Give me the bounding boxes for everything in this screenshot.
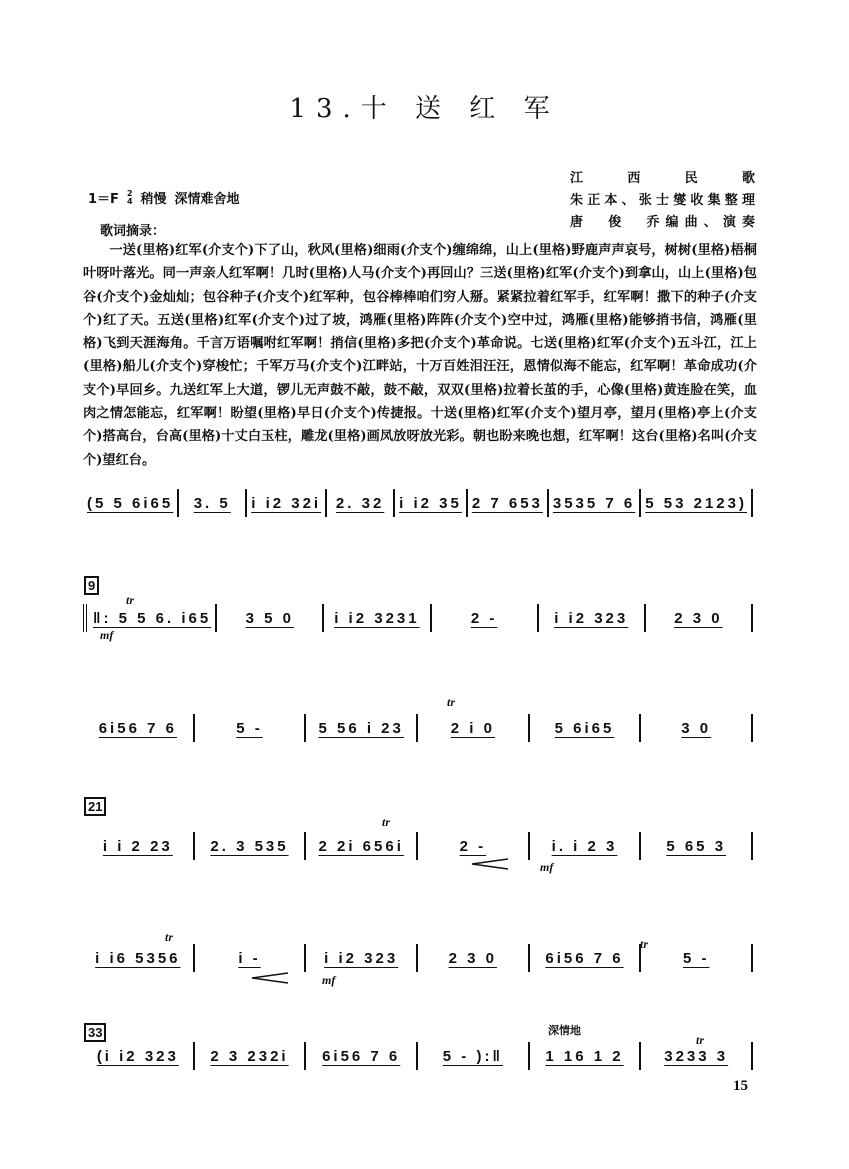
measure: i i2 323 [306,944,418,972]
page-number: 15 [733,1078,748,1094]
dynamic-mf: mf [100,628,114,642]
measure: (5 5 6i65 [83,489,179,517]
trill-mark: tr [382,815,391,829]
measure: 2 3 232i [195,1042,307,1070]
measure: 5 - ):‖ [418,1042,530,1070]
measure: 6i56 7 6 [83,714,195,742]
trill-mark: tr [640,937,649,951]
measure: 5 6i65 [530,714,642,742]
measure: i. i 2 3 [530,832,642,860]
measure: 3 0 [641,714,753,742]
measure: 3233 3 [641,1042,753,1070]
measure: ‖: 5 5 6. i65 [83,604,217,632]
key-signature [88,188,240,207]
measure: 2. 32 [327,489,395,517]
credit-collectors: 朱正本、张士燮收集整理 [570,193,755,208]
measure: i i2 3231 [324,604,431,632]
measure: 5 - [195,714,307,742]
measure: 5 65 3 [641,832,753,860]
measure: i i2 32i [247,489,327,517]
score-line-4 [83,826,753,866]
measure: 2 7 653 [468,489,549,517]
score-line-6 [83,1036,753,1076]
credits [570,168,755,234]
measure: 2 3 0 [646,604,753,632]
trill-mark: tr [126,593,135,607]
measure: 2 - [418,832,530,860]
score-line-1 [83,483,753,523]
measure: 2 2i 656i [306,832,418,860]
tempo: 稍慢 [140,192,167,207]
rehearsal-mark-33: 33 [84,1023,106,1042]
measure: 3. 5 [179,489,247,517]
measure: i i 2 23 [83,832,195,860]
score-line-5 [83,938,753,978]
measure: i - [195,944,307,972]
trill-mark: tr [447,695,456,709]
measure: 5 56 i 23 [306,714,418,742]
lyrics-label: 歌词摘录： [100,224,166,239]
expression: 深情难舍地 [174,192,240,207]
measure: 5 - [641,944,753,972]
measure: 2 3 0 [418,944,530,972]
measure: (i i2 323 [83,1042,195,1070]
dynamic-mf: mf [540,860,554,874]
page-title: 13.十 送 红 军 [289,94,560,124]
measure: 3535 7 6 [549,489,641,517]
trill-mark: tr [165,930,174,944]
trill-mark: tr [696,1033,705,1047]
rehearsal-mark-21: 21 [84,797,106,816]
measure: 1 16 1 2 [530,1042,642,1070]
expression-marking: 深情地 [548,1024,581,1037]
credit-origin: 江 西 民 歌 [570,171,755,186]
time-signature: 2 4 [126,188,133,206]
measure: i i2 323 [539,604,646,632]
measure: 2 i 0 [418,714,530,742]
measure: 6i56 7 6 [306,1042,418,1070]
rehearsal-mark-9: 9 [84,576,99,595]
key: 1＝F [88,192,119,207]
measure: 6i56 7 6 [530,944,642,972]
score-line-2 [83,598,753,638]
lyrics-text: 一送(里格)红军(介支个)下了山，秋风(里格)细雨(介支个)缠绵绵，山上(里格)野鹿声声哀号，树树(里格)梧桐叶呀叶落光。同一声亲人红军啊！几时(里格)人马(介支个)再回山？三送(里格)红军(介支个)到拿山，山上(里格)包谷(介支个)金灿灿；包谷种子(介支个)红军种，包谷棒棒咱们穷人掰。紧紧拉着红军手，红军啊！撒下的种子(介支个)红了天。五送(里格)红军(介支个)过了坡，鸿雁(里格)阵阵(介支个)空中过，鸿雁(里格)能够捎书信，鸿雁(里格)飞到天涯海角。千言万语嘱咐红军啊！捎信(里格)多把(介支个)革命说。七送(里格)红军(介支个)五斗江，江上(里格)船儿(介支个)穿梭忙；千军万马(介支个)江畔站，十万百姓泪汪汪，恩情似海不能忘，红军啊！革命成功(介支个)早回乡。九送红军上大道，锣儿无声鼓不敲，鼓不敲，双双(里格)拉着长茧的手，心像(里格)黄连脸在笑，血肉之情怎能忘，红军啊！盼望(里格)早日(介支个)传捷报。十送(里格)红军(介支个)望月亭，望月(里格)亭上(介支个)搭高台，台高(里格)十丈白玉柱，雕龙(里格)画凤放呀放光彩。朝也盼来晚也想，红军啊！这台(里格)名叫(介支个)望红台。 [83,243,757,468]
credit-arranger: 唐 俊 乔编曲、演奏 [570,215,755,230]
measure: i i6 5356 [83,944,195,972]
dynamic-mf: mf [322,973,336,987]
measure: i i2 35 [395,489,468,517]
measure: 5 53 2123) [641,489,753,517]
score-line-3 [83,708,753,748]
measure: 2 - [432,604,539,632]
measure: 3 5 0 [217,604,324,632]
measure: 2. 3 535 [195,832,307,860]
